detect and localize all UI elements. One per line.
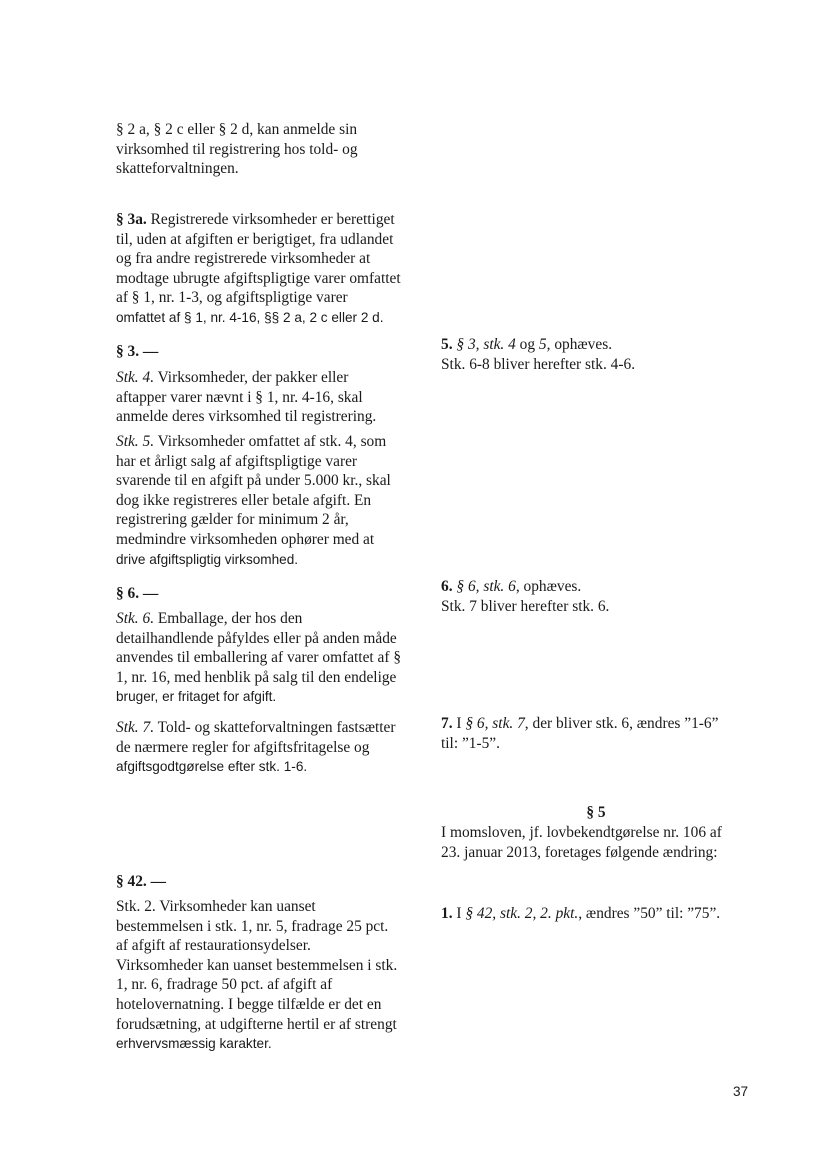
- section-5-intro-text: I momsloven, jf. lovbekendtgørelse nr. 106 af 23. januar 2013, foretages følgende ændring:: [441, 824, 722, 861]
- left-intro-text: § 2 a, § 2 c eller § 2 d, kan anmelde sin virksomhed til registrering hos told- og skatteforvaltningen.: [116, 121, 358, 178]
- change-7-number: 7.: [441, 715, 453, 732]
- stk6-label: Stk. 6.: [116, 610, 155, 627]
- change-7-text: 7. I § 6, stk. 7, der bliver stk. 6, ændres ”1-6” til: ”1-5”.: [441, 715, 719, 752]
- change-6-text: 6. § 6, stk. 6, ophæves. Stk. 7 bliver herefter stk. 6.: [441, 578, 610, 615]
- section-6-stk6-text: Stk. 6. Emballage, der hos den detailhandlende påfyldes eller på anden måde anvendes til emballering af varer omfattet af § 1, nr. 16, med henblik på salg til den endelige bruger, er fritaget for afgift.: [116, 610, 402, 705]
- section-3a-text: § 3a. Registrerede virksomheder er berettiget til, uden at afgiften er berigtiget, fra udlandet og fra andre registrerede virksomheder at modtage ubrugte afgiftspligtige varer omfattet af § 1, nr. 1-3, og afgiftspligtige varer omfattet af § 1, nr. 4-16, §§ 2 a, 2 c eller 2 d.: [116, 211, 401, 325]
- section-42-heading: § 42. —: [116, 873, 167, 890]
- section-6-stk7-text: Stk. 7. Told- og skatteforvaltningen fastsætter de nærmere regler for afgiftsfritagelse og afgiftsgodtgørelse efter stk. 1-6.: [116, 719, 396, 775]
- section-5-heading: § 5: [586, 804, 606, 821]
- section-6-heading: § 6. —: [116, 585, 159, 602]
- section-3-stk4-text: Stk. 4. Virksomheder, der pakker eller aftapper varer nævnt i § 1, nr. 4-16, skal anmelde deres virksomhed til registrering.: [116, 369, 377, 426]
- change-6-number: 6.: [441, 578, 453, 595]
- stk7-label: Stk. 7.: [116, 719, 155, 736]
- section-3-heading: § 3. —: [116, 343, 159, 360]
- section-3a-number: § 3a.: [116, 211, 147, 228]
- page-number: 37: [733, 1084, 749, 1099]
- stk5-label: Stk. 5.: [116, 433, 155, 450]
- stk4-label: Stk. 4.: [116, 369, 155, 386]
- change-5-number: 5.: [441, 336, 453, 353]
- change-1-number: 1.: [441, 905, 453, 922]
- section-42-stk2-text: Stk. 2. Virksomheder kan uanset bestemmelsen i stk. 1, nr. 5, fradrage 25 pct. af afgift af restaurationsydelser. Virksomheder kan uanset bestemmelsen i stk. 1, nr. 6, fradrage 50 pct. af afgift af hotelovernatning. I begge tilfælde er det en forudsætning, at udgifterne hertil er af strengt erhvervsmæssig karakter.: [116, 898, 398, 1052]
- change-5-text: 5. § 3, stk. 4 og 5, ophæves. Stk. 6-8 bliver herefter stk. 4-6.: [441, 336, 636, 373]
- section-3-stk5-text: Stk. 5. Virksomheder omfattet af stk. 4, som har et årligt salg af afgiftspligtige varer svarende til en afgift på under 5.000 kr., skal dog ikke registreres eller betale afgift. En registrering gælder for minimum 2 år, medmindre virksomheden ophører med at drive afgiftspligtig virksomhed.: [116, 433, 391, 567]
- change-1-text: 1. I § 42, stk. 2, 2. pkt., ændres ”50” til: ”75”.: [441, 905, 721, 922]
